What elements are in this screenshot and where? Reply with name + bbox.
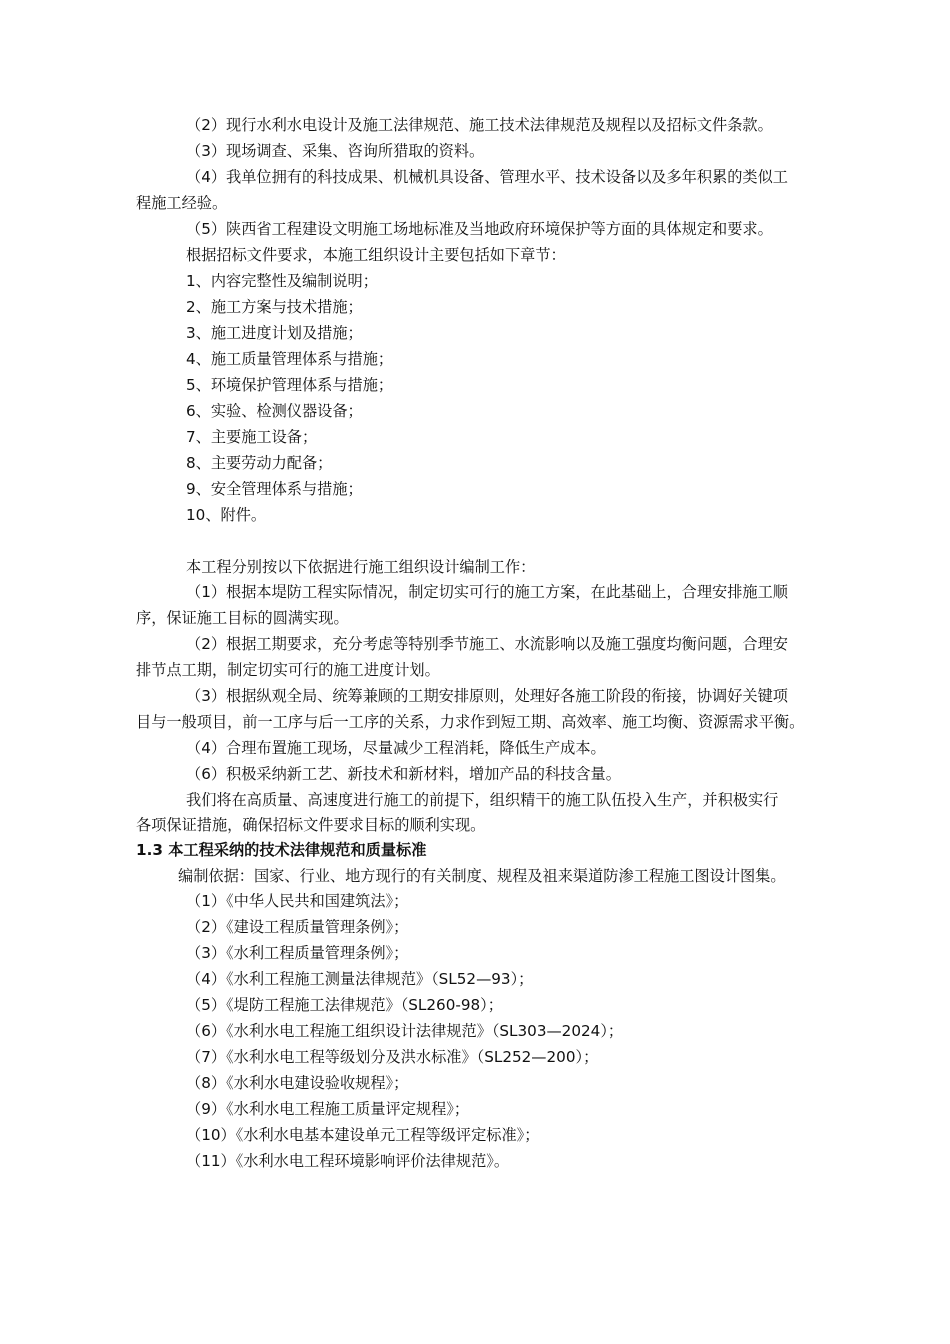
basis-line: （6）积极采纳新工艺、新技术和新材料，增加产品的科技含量。 xyxy=(186,765,621,783)
basis-line: （2）根据工期要求，充分考虑等特别季节施工、水流影响以及施工强度均衡问题，合理安 xyxy=(186,635,788,653)
standards-intro: 编制依据：国家、行业、地方现行的有关制度、规程及祖来渠道防渗工程施工图设计图集。 xyxy=(178,867,786,885)
basis-line: 序，保证施工目标的圆满实现。 xyxy=(136,609,349,627)
basis-line: 排节点工期，制定切实可行的施工进度计划。 xyxy=(136,661,440,679)
standard-item: （8）《水利水电建设验收规程》； xyxy=(186,1074,409,1092)
basis-line: （4）合理布置施工现场，尽量减少工程消耗，降低生产成本。 xyxy=(186,739,606,757)
chapter-item: 8、主要劳动力配备； xyxy=(186,454,333,472)
standard-item: （10）《水利水电基本建设单元工程等级评定标准》； xyxy=(186,1126,540,1144)
standard-item: （9）《水利水电工程施工质量评定规程》； xyxy=(186,1100,470,1118)
standard-item: （4）《水利工程施工测量法律规范》（SL52—93）； xyxy=(186,970,534,988)
chapter-item: 1、内容完整性及编制说明； xyxy=(186,272,378,290)
standard-item: （3）《水利工程质量管理条例》； xyxy=(186,944,409,962)
reference-item-continued: 程施工经验。 xyxy=(136,194,228,212)
basis-intro: 本工程分别按以下依据进行施工组织设计编制工作： xyxy=(186,558,536,576)
basis-line: （3）根据纵观全局、统筹兼顾的工期安排原则，处理好各施工阶段的衔接，协调好关键项 xyxy=(186,687,788,705)
basis-line: （1）根据本堤防工程实际情况，制定切实可行的施工方案，在此基础上，合理安排施工顺 xyxy=(186,583,788,601)
standard-item: （7）《水利水电工程等级划分及洪水标准》（SL252—200）； xyxy=(186,1048,599,1066)
chapter-item: 3、施工进度计划及措施； xyxy=(186,324,363,342)
basis-line: 我们将在高质量、高速度进行施工的前提下，组织精干的施工队伍投入生产，并积极实行 xyxy=(186,791,779,809)
chapter-item: 10、附件。 xyxy=(186,506,267,524)
chapter-item: 2、施工方案与技术措施； xyxy=(186,298,363,316)
reference-item: （2）现行水利水电设计及施工法律规范、施工技术法律规范及规程以及招标文件条款。 xyxy=(186,116,773,134)
reference-item: （3）现场调查、采集、咨询所猎取的资料。 xyxy=(186,142,485,160)
basis-line: 目与一般项目，前一工序与后一工序的关系，力求作到短工期、高效率、施工均衡、资源需求平衡。 xyxy=(136,713,805,731)
reference-item: （4）我单位拥有的科技成果、机械机具设备、管理水平、技术设备以及多年积累的类似工 xyxy=(186,168,788,186)
section-heading: 1.3 本工程采纳的技术法律规范和质量标准 xyxy=(136,841,427,859)
reference-item: （5）陕西省工程建设文明施工场地标准及当地政府环境保护等方面的具体规定和要求。 xyxy=(186,220,773,238)
standard-item: （6）《水利水电工程施工组织设计法律规范》（SL303—2024）； xyxy=(186,1022,624,1040)
chapter-item: 6、实验、检测仪器设备； xyxy=(186,402,363,420)
chapter-item: 5、环境保护管理体系与措施； xyxy=(186,376,394,394)
chapter-item: 9、安全管理体系与措施； xyxy=(186,480,363,498)
standard-item: （1）《中华人民共和国建筑法》； xyxy=(186,892,409,910)
basis-line: 各项保证措施，确保招标文件要求目标的顺利实现。 xyxy=(136,816,486,834)
chapter-item: 4、施工质量管理体系与措施； xyxy=(186,350,394,368)
standard-item: （5）《堤防工程施工法律规范》（SL260-98）； xyxy=(186,996,503,1014)
chapter-item: 7、主要施工设备； xyxy=(186,428,318,446)
standard-item: （2）《建设工程质量管理条例》； xyxy=(186,918,409,936)
chapters-intro: 根据招标文件要求，本施工组织设计主要包括如下章节： xyxy=(186,246,566,264)
standard-item: （11）《水利水电工程环境影响评价法律规范》。 xyxy=(186,1152,510,1170)
